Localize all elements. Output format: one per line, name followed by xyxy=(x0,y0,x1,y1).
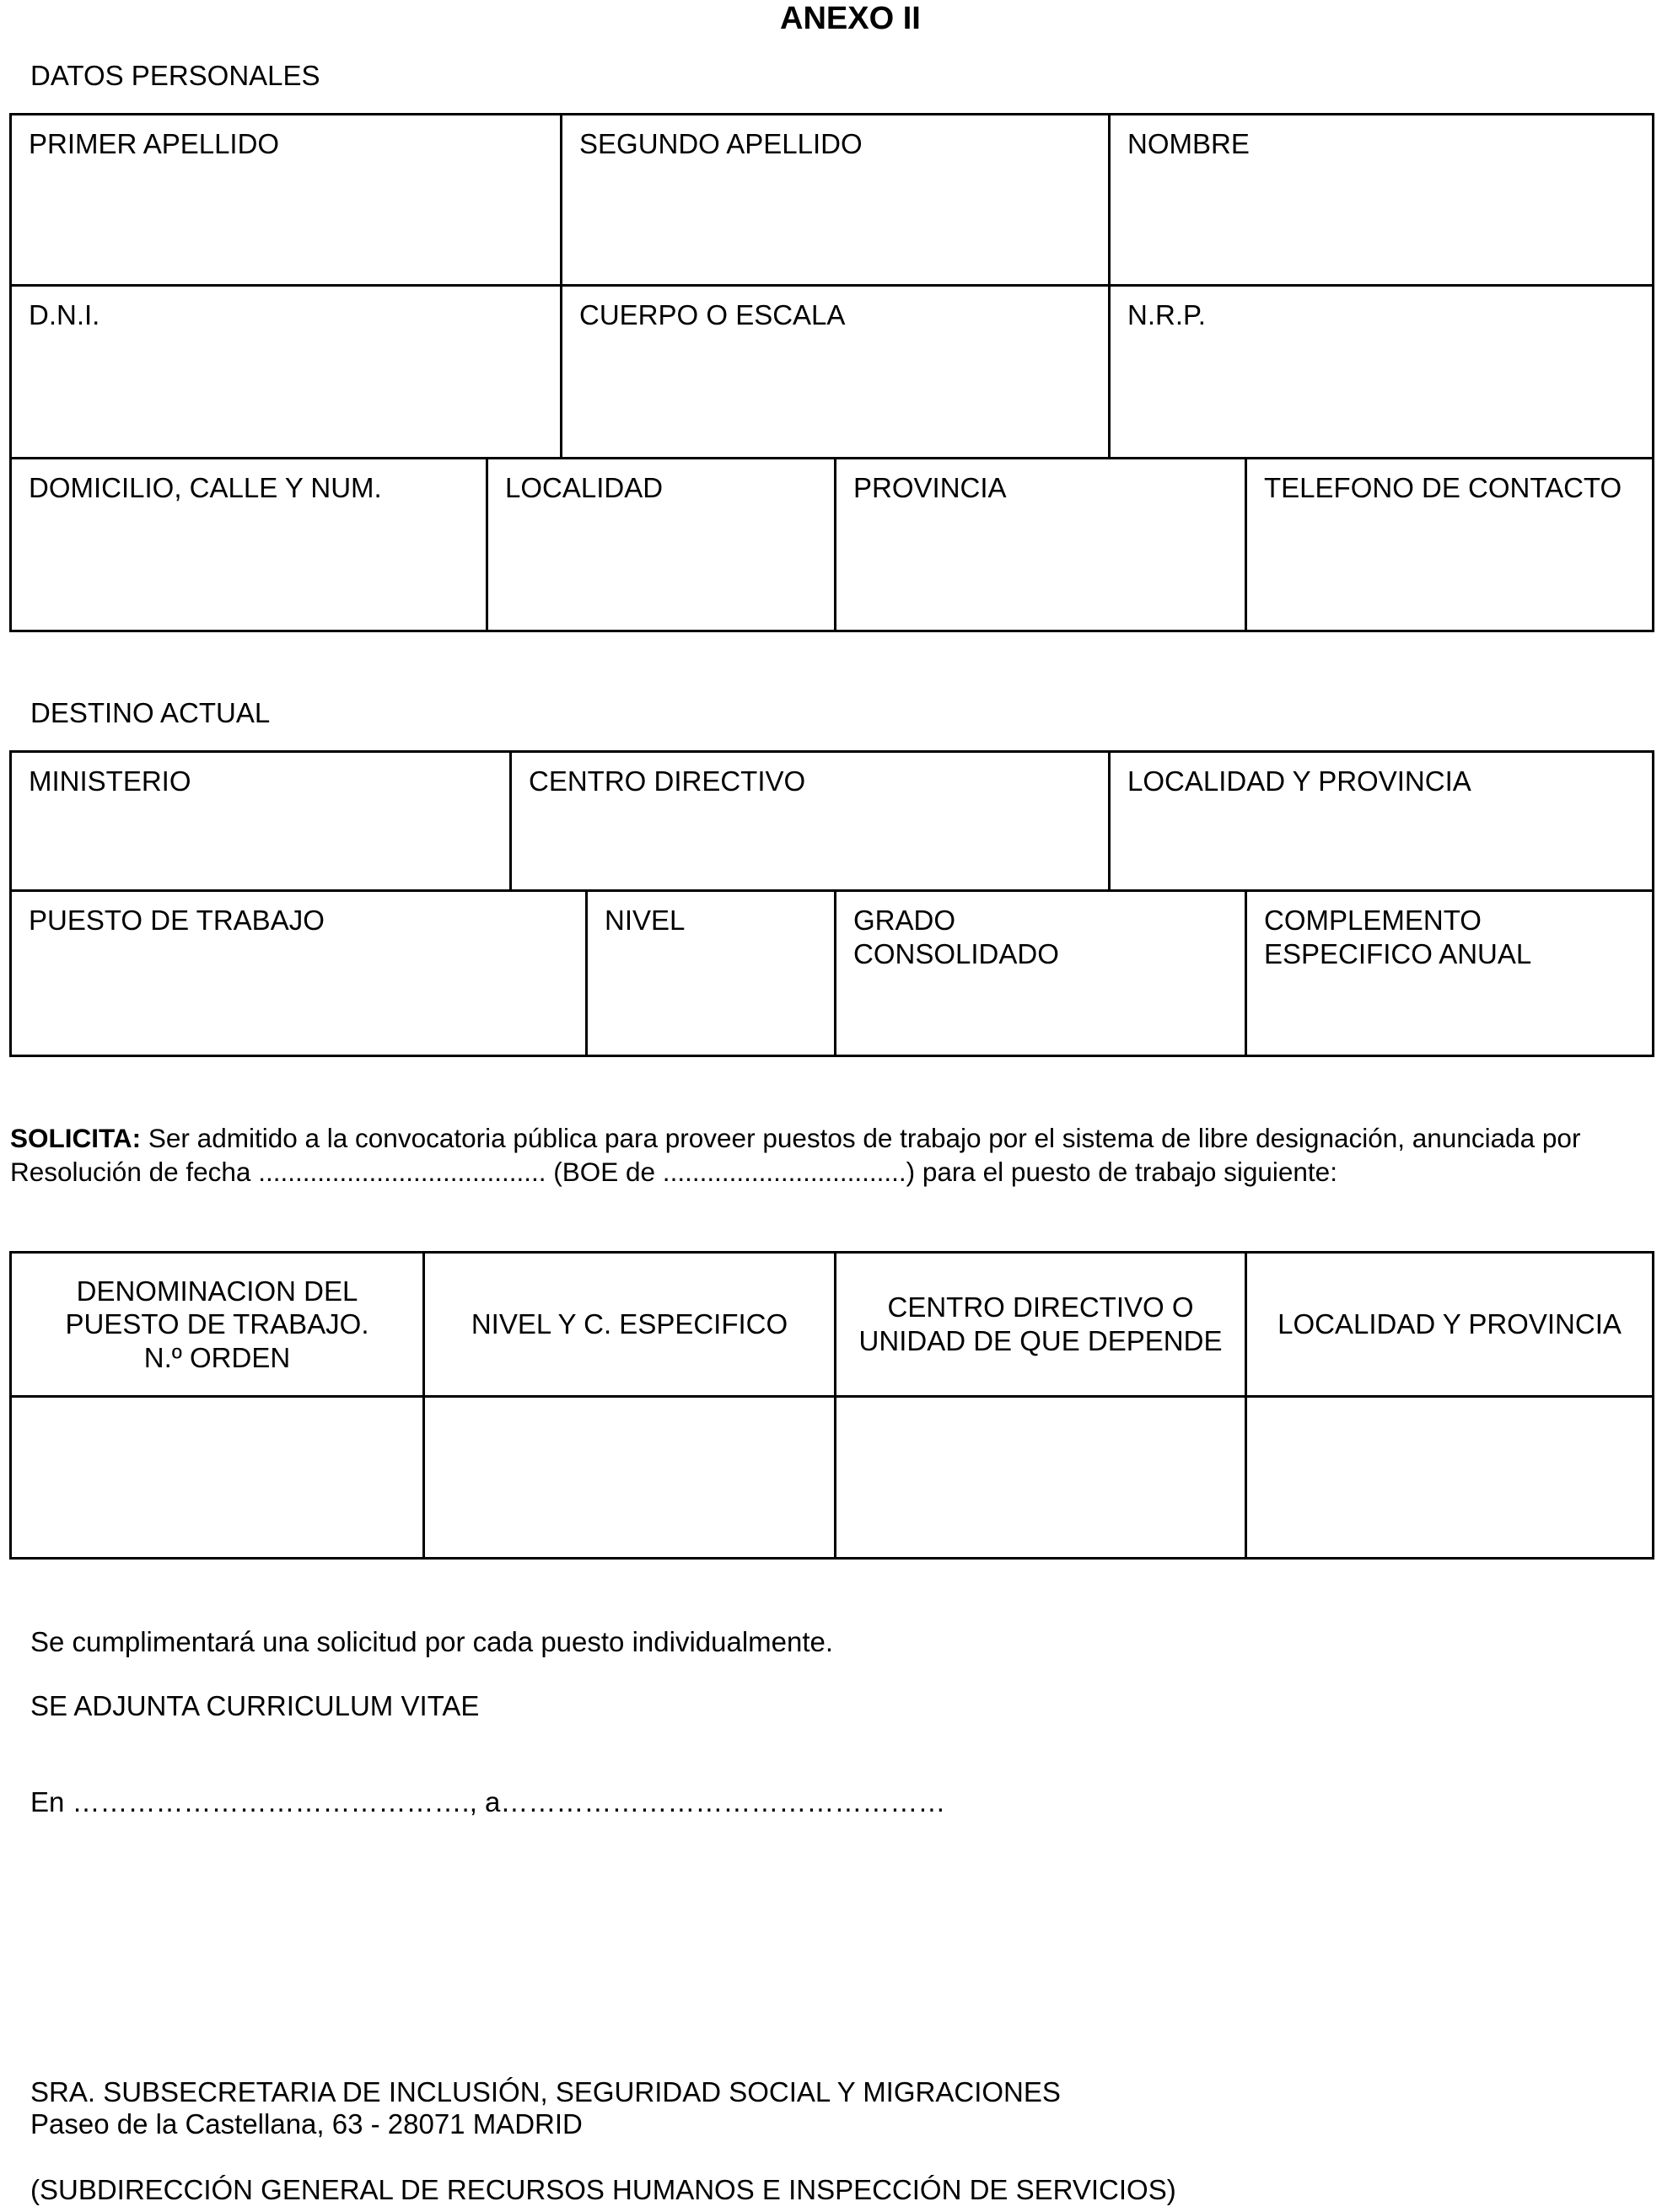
nrp-field[interactable] xyxy=(1108,287,1652,457)
address-line: Paseo de la Castellana, 63 - 28071 MADRID xyxy=(30,2108,583,2140)
solicita-label: SOLICITA: xyxy=(10,1123,142,1153)
ministerio-label: MINISTERIO xyxy=(29,765,191,797)
complemento-especifico-field[interactable] xyxy=(1245,892,1652,1055)
complemento-especifico-label: COMPLEMENTO ESPECIFICO ANUAL xyxy=(1264,905,1532,969)
segundo-apellido-label: SEGUNDO APELLIDO xyxy=(579,128,863,159)
solicita-paragraph xyxy=(10,1121,1633,1189)
personal-row-3 xyxy=(12,457,1652,630)
note-curriculum: SE ADJUNTA CURRICULUM VITAE xyxy=(30,1690,480,1721)
personal-section-title: DATOS PERSONALES xyxy=(30,60,320,91)
solicita-text: Ser admitido a la convocatoria pública para proveer puestos de trabajo por el sistema de libre designación, anunciada por Resolución de fecha ....................................... (BOE de .................................) para el puesto de trabajo siguiente: xyxy=(10,1123,1581,1187)
cuerpo-escala-field[interactable] xyxy=(560,287,1108,457)
nivel-field[interactable] xyxy=(585,892,834,1055)
grado-consolidado-label: GRADO CONSOLIDADO xyxy=(853,905,1059,969)
telefono-field[interactable] xyxy=(1245,459,1652,630)
recipient-line: SRA. SUBSECRETARIA DE INCLUSIÓN, SEGURIDAD SOCIAL Y MIGRACIONES xyxy=(30,2076,1061,2107)
note-one-request: Se cumplimentará una solicitud por cada puesto individualmente. xyxy=(30,1626,834,1657)
col-denominacion-label: DENOMINACION DEL PUESTO DE TRABAJO. N.º ORDEN xyxy=(65,1275,369,1373)
domicilio-label: DOMICILIO, CALLE Y NUM. xyxy=(29,472,382,503)
col-localidad-header xyxy=(1245,1254,1652,1395)
personal-row-2 xyxy=(12,284,1652,457)
cuerpo-escala-label: CUERPO O ESCALA xyxy=(579,299,846,330)
centro-directivo-field[interactable] xyxy=(509,753,1108,889)
localidad-field[interactable] xyxy=(486,459,834,630)
centro-directivo-label: CENTRO DIRECTIVO xyxy=(529,765,806,797)
subdirection-line: (SUBDIRECCIÓN GENERAL DE RECURSOS HUMANOS E INSPECCIÓN DE SERVICIOS) xyxy=(30,2174,1176,2205)
col-denominacion-header xyxy=(12,1254,422,1395)
nombre-field[interactable] xyxy=(1108,115,1652,284)
puesto-table xyxy=(9,1251,1654,1560)
grado-consolidado-field[interactable] xyxy=(834,892,1245,1055)
centro-unidad-input-cell[interactable] xyxy=(834,1398,1245,1557)
destino-row-2 xyxy=(12,889,1652,1055)
localidad-label: LOCALIDAD xyxy=(505,472,664,503)
puesto-trabajo-label: PUESTO DE TRABAJO xyxy=(29,905,325,936)
provincia-label: PROVINCIA xyxy=(853,472,1007,503)
destino-grid xyxy=(9,750,1654,1057)
col-centro-header xyxy=(834,1254,1245,1395)
puesto-table-entry-row xyxy=(12,1395,1652,1557)
destino-section-title: DESTINO ACTUAL xyxy=(30,697,271,728)
telefono-label: TELEFONO DE CONTACTO xyxy=(1264,472,1622,503)
localidad-provincia-input-cell[interactable] xyxy=(1245,1398,1652,1557)
nrp-label: N.R.P. xyxy=(1127,299,1206,330)
page-title: ANEXO II xyxy=(780,1,921,36)
provincia-field[interactable] xyxy=(834,459,1245,630)
col-localidad-label: LOCALIDAD Y PROVINCIA xyxy=(1277,1308,1622,1340)
dni-field[interactable] xyxy=(12,287,560,457)
personal-data-grid xyxy=(9,113,1654,632)
denominacion-input-cell[interactable] xyxy=(12,1398,422,1557)
segundo-apellido-field[interactable] xyxy=(560,115,1108,284)
nivel-label: NIVEL xyxy=(605,905,686,936)
primer-apellido-field[interactable] xyxy=(12,115,560,284)
domicilio-field[interactable] xyxy=(12,459,486,630)
primer-apellido-label: PRIMER APELLIDO xyxy=(29,128,280,159)
puesto-trabajo-field[interactable] xyxy=(12,892,585,1055)
destino-row-1 xyxy=(12,753,1652,889)
place-date-line: En ……………………………………., a………………………………………… xyxy=(30,1786,946,1817)
localidad-provincia-label: LOCALIDAD Y PROVINCIA xyxy=(1127,765,1471,797)
col-nivel-header xyxy=(422,1254,834,1395)
nombre-label: NOMBRE xyxy=(1127,128,1250,159)
personal-row-1 xyxy=(12,115,1652,284)
puesto-table-header-row xyxy=(12,1254,1652,1395)
col-nivel-label: NIVEL Y C. ESPECIFICO xyxy=(471,1308,788,1340)
col-centro-label: CENTRO DIRECTIVO O UNIDAD DE QUE DEPENDE xyxy=(858,1291,1223,1356)
ministerio-field[interactable] xyxy=(12,753,509,889)
dni-label: D.N.I. xyxy=(29,299,100,330)
localidad-provincia-field[interactable] xyxy=(1108,753,1652,889)
nivel-especifico-input-cell[interactable] xyxy=(422,1398,834,1557)
